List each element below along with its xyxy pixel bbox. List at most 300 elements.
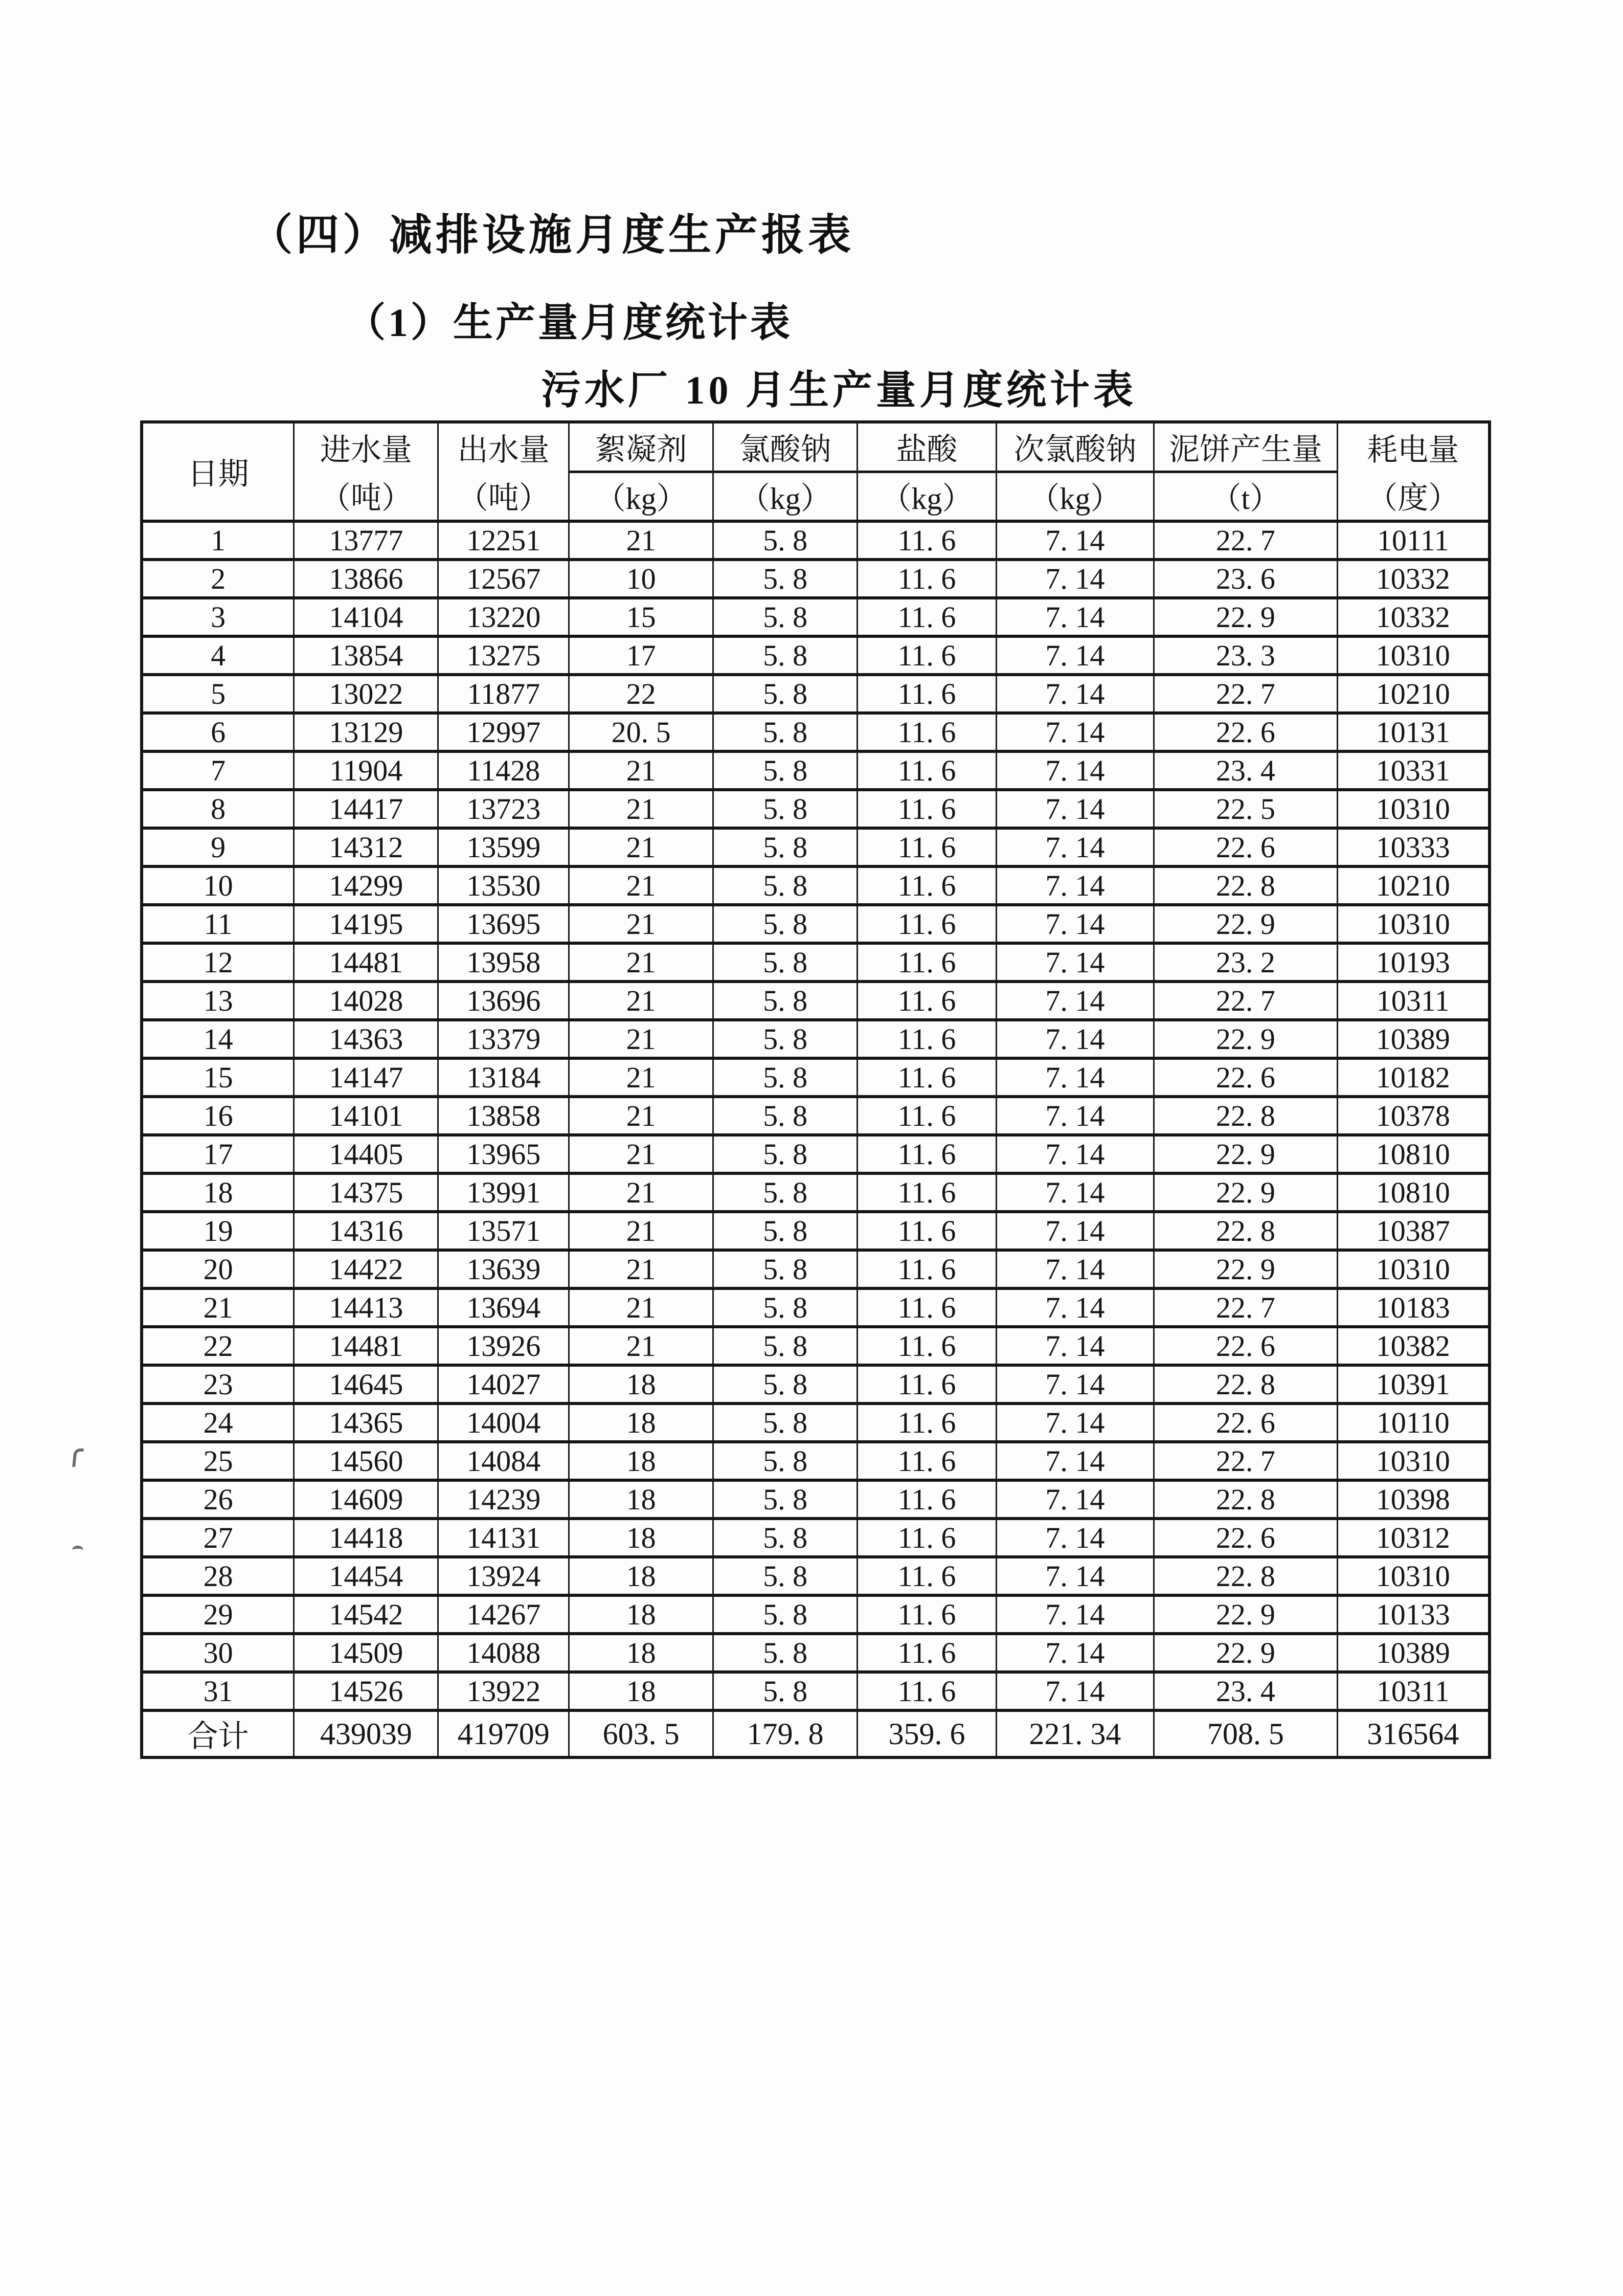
- table-row: [142, 943, 1490, 982]
- cell-hydrochloric-acid: 11. 6: [858, 521, 997, 560]
- cell-sodium-chlorate: 5. 8: [713, 828, 858, 866]
- cell-effluent: 13694: [438, 1288, 569, 1327]
- cell-hydrochloric-acid: 11. 6: [858, 713, 997, 751]
- cell-flocculant: 18: [569, 1519, 713, 1557]
- cell-flocculant: 21: [569, 1250, 713, 1288]
- total-power: 316564: [1337, 1710, 1490, 1757]
- cell-influent: 14481: [294, 943, 438, 982]
- cell-effluent: 13639: [438, 1250, 569, 1288]
- cell-effluent: 13991: [438, 1173, 569, 1212]
- cell-sodium-chlorate: 5. 8: [713, 790, 858, 828]
- table-row: [142, 1365, 1490, 1403]
- cell-power: 10210: [1337, 675, 1490, 713]
- cell-sodium-chlorate: 5. 8: [713, 1403, 858, 1442]
- table-row: [142, 1442, 1490, 1480]
- cell-hydrochloric-acid: 11. 6: [858, 1403, 997, 1442]
- cell-influent: 14195: [294, 905, 438, 943]
- cell-flocculant: 21: [569, 1212, 713, 1250]
- cell-sodium-chlorate: 5. 8: [713, 1519, 858, 1557]
- cell-date: 9: [142, 828, 294, 866]
- cell-power: 10332: [1337, 598, 1490, 636]
- table-row: [142, 1020, 1490, 1058]
- table-row: [142, 1058, 1490, 1097]
- cell-date: 17: [142, 1135, 294, 1173]
- table-row: [142, 675, 1490, 713]
- cell-effluent: 13965: [438, 1135, 569, 1173]
- table-row: [142, 1212, 1490, 1250]
- cell-sodium-hypochlorite: 7. 14: [996, 521, 1154, 560]
- cell-date: 30: [142, 1634, 294, 1672]
- cell-sodium-hypochlorite: 7. 14: [996, 1212, 1154, 1250]
- cell-power: 10310: [1337, 1557, 1490, 1595]
- cell-power: 10131: [1337, 713, 1490, 751]
- cell-effluent: 13695: [438, 905, 569, 943]
- cell-hydrochloric-acid: 11. 6: [858, 751, 997, 790]
- table-title: 污水厂 10 月生产量月度统计表: [541, 368, 1137, 412]
- cell-date: 23: [142, 1365, 294, 1403]
- header-unit: （吨）: [320, 481, 412, 515]
- cell-effluent: 14084: [438, 1442, 569, 1480]
- cell-power: 10389: [1337, 1020, 1490, 1058]
- cell-hydrochloric-acid: 11. 6: [858, 1250, 997, 1288]
- cell-sodium-hypochlorite: 7. 14: [996, 943, 1154, 982]
- cell-flocculant: 18: [569, 1365, 713, 1403]
- cell-sodium-hypochlorite: 7. 14: [996, 1442, 1154, 1480]
- production-statistics-table: [140, 420, 1491, 1759]
- cell-effluent: 12997: [438, 713, 569, 751]
- cell-effluent: 13922: [438, 1672, 569, 1710]
- cell-sodium-hypochlorite: 7. 14: [996, 1365, 1154, 1403]
- col-header-power: [1337, 422, 1490, 521]
- cell-influent: 14542: [294, 1595, 438, 1634]
- cell-power: 10312: [1337, 1519, 1490, 1557]
- cell-effluent: 11877: [438, 675, 569, 713]
- cell-sludge-cake: 22. 9: [1154, 1595, 1337, 1634]
- cell-power: 10310: [1337, 905, 1490, 943]
- cell-sodium-hypochlorite: 7. 14: [996, 675, 1154, 713]
- header-label: 盐酸: [896, 432, 958, 466]
- table-row: [142, 1557, 1490, 1595]
- cell-sludge-cake: 22. 7: [1154, 1442, 1337, 1480]
- table-row: [142, 1595, 1490, 1634]
- header-label: 絮凝剂: [595, 432, 687, 466]
- header-unit: （度）: [1367, 481, 1459, 515]
- cell-date: 5: [142, 675, 294, 713]
- cell-sludge-cake: 22. 9: [1154, 1250, 1337, 1288]
- cell-effluent: 13958: [438, 943, 569, 982]
- cell-sodium-chlorate: 5. 8: [713, 1288, 858, 1327]
- cell-influent: 14526: [294, 1672, 438, 1710]
- cell-influent: 13129: [294, 713, 438, 751]
- cell-date: 11: [142, 905, 294, 943]
- cell-sodium-chlorate: 5. 8: [713, 1365, 858, 1403]
- table-row: [142, 598, 1490, 636]
- cell-sodium-hypochlorite: 7. 14: [996, 1058, 1154, 1097]
- header-row: [142, 422, 1490, 521]
- cell-flocculant: 18: [569, 1557, 713, 1595]
- cell-date: 22: [142, 1327, 294, 1365]
- scan-artifact: [72, 1546, 83, 1554]
- cell-hydrochloric-acid: 11. 6: [858, 1135, 997, 1173]
- cell-power: 10311: [1337, 1672, 1490, 1710]
- cell-hydrochloric-acid: 11. 6: [858, 1020, 997, 1058]
- total-row: [142, 1710, 1490, 1757]
- cell-power: 10110: [1337, 1403, 1490, 1442]
- cell-date: 8: [142, 790, 294, 828]
- cell-influent: 14509: [294, 1634, 438, 1672]
- cell-date: 29: [142, 1595, 294, 1634]
- cell-power: 10398: [1337, 1480, 1490, 1519]
- cell-sodium-hypochlorite: 7. 14: [996, 1288, 1154, 1327]
- cell-date: 27: [142, 1519, 294, 1557]
- cell-flocculant: 21: [569, 751, 713, 790]
- cell-sludge-cake: 22. 8: [1154, 1557, 1337, 1595]
- cell-hydrochloric-acid: 11. 6: [858, 1442, 997, 1480]
- cell-hydrochloric-acid: 11. 6: [858, 1557, 997, 1595]
- cell-sludge-cake: 22. 8: [1154, 1480, 1337, 1519]
- cell-hydrochloric-acid: 11. 6: [858, 790, 997, 828]
- cell-flocculant: 21: [569, 866, 713, 905]
- cell-sodium-hypochlorite: 7. 14: [996, 1327, 1154, 1365]
- table-row: [142, 1327, 1490, 1365]
- cell-sludge-cake: 22. 8: [1154, 1212, 1337, 1250]
- cell-sodium-chlorate: 5. 8: [713, 866, 858, 905]
- cell-sodium-chlorate: 5. 8: [713, 751, 858, 790]
- cell-effluent: 13571: [438, 1212, 569, 1250]
- header-label: 耗电量: [1367, 433, 1459, 467]
- cell-power: 10333: [1337, 828, 1490, 866]
- cell-influent: 14422: [294, 1250, 438, 1288]
- header-label: 氯酸钠: [739, 432, 831, 466]
- cell-power: 10311: [1337, 982, 1490, 1020]
- cell-influent: 11904: [294, 751, 438, 790]
- cell-sludge-cake: 22. 9: [1154, 1020, 1337, 1058]
- cell-flocculant: 21: [569, 1020, 713, 1058]
- cell-sludge-cake: 22. 8: [1154, 1365, 1337, 1403]
- cell-hydrochloric-acid: 11. 6: [858, 1288, 997, 1327]
- cell-effluent: 11428: [438, 751, 569, 790]
- cell-date: 26: [142, 1480, 294, 1519]
- cell-effluent: 13858: [438, 1097, 569, 1135]
- cell-power: 10183: [1337, 1288, 1490, 1327]
- cell-date: 13: [142, 982, 294, 1020]
- cell-influent: 14418: [294, 1519, 438, 1557]
- cell-flocculant: 18: [569, 1442, 713, 1480]
- col-header-effluent: [438, 422, 569, 521]
- cell-power: 10193: [1337, 943, 1490, 982]
- cell-sodium-chlorate: 5. 8: [713, 1557, 858, 1595]
- cell-flocculant: 18: [569, 1403, 713, 1442]
- cell-hydrochloric-acid: 11. 6: [858, 1519, 997, 1557]
- cell-sludge-cake: 23. 4: [1154, 1672, 1337, 1710]
- table-row: [142, 1480, 1490, 1519]
- cell-sludge-cake: 22. 5: [1154, 790, 1337, 828]
- cell-flocculant: 18: [569, 1672, 713, 1710]
- cell-effluent: 14131: [438, 1519, 569, 1557]
- cell-influent: 14560: [294, 1442, 438, 1480]
- header-unit: （kg）: [570, 471, 712, 520]
- cell-effluent: 13379: [438, 1020, 569, 1058]
- cell-sodium-hypochlorite: 7. 14: [996, 866, 1154, 905]
- cell-sludge-cake: 22. 9: [1154, 905, 1337, 943]
- table-body: [142, 521, 1490, 1757]
- cell-date: 7: [142, 751, 294, 790]
- table-row: [142, 1250, 1490, 1288]
- total-sodium-hypochlorite: 221. 34: [996, 1710, 1154, 1757]
- cell-sodium-hypochlorite: 7. 14: [996, 982, 1154, 1020]
- table-row: [142, 1519, 1490, 1557]
- cell-power: 10310: [1337, 1442, 1490, 1480]
- total-sodium-chlorate: 179. 8: [713, 1710, 858, 1757]
- table-row: [142, 1097, 1490, 1135]
- cell-flocculant: 21: [569, 1058, 713, 1097]
- cell-date: 3: [142, 598, 294, 636]
- table-row: [142, 713, 1490, 751]
- cell-flocculant: 10: [569, 560, 713, 598]
- cell-sodium-chlorate: 5. 8: [713, 560, 858, 598]
- header-label: 日期: [187, 457, 249, 491]
- cell-sludge-cake: 22. 8: [1154, 1097, 1337, 1135]
- total-hydrochloric-acid: 359. 6: [858, 1710, 997, 1757]
- cell-date: 12: [142, 943, 294, 982]
- cell-effluent: 12567: [438, 560, 569, 598]
- cell-influent: 14405: [294, 1135, 438, 1173]
- cell-sodium-chlorate: 5. 8: [713, 1097, 858, 1135]
- cell-hydrochloric-acid: 11. 6: [858, 1365, 997, 1403]
- cell-sludge-cake: 22. 6: [1154, 1403, 1337, 1442]
- cell-sodium-chlorate: 5. 8: [713, 905, 858, 943]
- cell-sodium-hypochlorite: 7. 14: [996, 828, 1154, 866]
- cell-date: 31: [142, 1672, 294, 1710]
- cell-sodium-chlorate: 5. 8: [713, 1020, 858, 1058]
- cell-sludge-cake: 22. 7: [1154, 521, 1337, 560]
- cell-flocculant: 15: [569, 598, 713, 636]
- cell-sodium-hypochlorite: 7. 14: [996, 1135, 1154, 1173]
- col-header-flocculant: [569, 422, 713, 521]
- cell-effluent: 13220: [438, 598, 569, 636]
- cell-influent: 13854: [294, 636, 438, 675]
- cell-sodium-hypochlorite: 7. 14: [996, 1250, 1154, 1288]
- cell-flocculant: 21: [569, 1327, 713, 1365]
- cell-date: 19: [142, 1212, 294, 1250]
- cell-flocculant: 22: [569, 675, 713, 713]
- cell-effluent: 13530: [438, 866, 569, 905]
- table-row: [142, 1634, 1490, 1672]
- cell-hydrochloric-acid: 11. 6: [858, 943, 997, 982]
- scan-artifact: [72, 1448, 84, 1467]
- cell-hydrochloric-acid: 11. 6: [858, 636, 997, 675]
- cell-power: 10332: [1337, 560, 1490, 598]
- table-row: [142, 982, 1490, 1020]
- cell-flocculant: 21: [569, 521, 713, 560]
- cell-sodium-hypochlorite: 7. 14: [996, 1557, 1154, 1595]
- total-influent: 439039: [294, 1710, 438, 1757]
- header-unit: （kg）: [997, 471, 1153, 520]
- cell-sludge-cake: 23. 4: [1154, 751, 1337, 790]
- cell-power: 10331: [1337, 751, 1490, 790]
- header-label: 泥饼产生量: [1168, 432, 1322, 466]
- cell-sodium-hypochlorite: 7. 14: [996, 905, 1154, 943]
- cell-hydrochloric-acid: 11. 6: [858, 598, 997, 636]
- cell-hydrochloric-acid: 11. 6: [858, 1634, 997, 1672]
- cell-sodium-chlorate: 5. 8: [713, 1480, 858, 1519]
- cell-hydrochloric-acid: 11. 6: [858, 1212, 997, 1250]
- table-row: [142, 560, 1490, 598]
- table-row: [142, 751, 1490, 790]
- cell-date: 25: [142, 1442, 294, 1480]
- cell-sludge-cake: 22. 9: [1154, 1135, 1337, 1173]
- cell-date: 21: [142, 1288, 294, 1327]
- cell-effluent: 13275: [438, 636, 569, 675]
- header-label: 出水量: [457, 433, 550, 467]
- cell-sodium-chlorate: 5. 8: [713, 1058, 858, 1097]
- header-unit: （kg）: [714, 471, 856, 520]
- table-row: [142, 1403, 1490, 1442]
- cell-hydrochloric-acid: 11. 6: [858, 1097, 997, 1135]
- table-row: [142, 905, 1490, 943]
- table-row: [142, 1135, 1490, 1173]
- cell-sodium-chlorate: 5. 8: [713, 1135, 858, 1173]
- cell-influent: 14147: [294, 1058, 438, 1097]
- col-header-sodium-chlorate: [713, 422, 858, 521]
- cell-date: 28: [142, 1557, 294, 1595]
- cell-influent: 14481: [294, 1327, 438, 1365]
- cell-sludge-cake: 22. 7: [1154, 675, 1337, 713]
- header-unit: （吨）: [457, 481, 550, 515]
- cell-power: 10210: [1337, 866, 1490, 905]
- table-row: [142, 866, 1490, 905]
- cell-effluent: 13184: [438, 1058, 569, 1097]
- cell-sludge-cake: 23. 6: [1154, 560, 1337, 598]
- col-header-sodium-hypochlorite: [996, 422, 1154, 521]
- cell-power: 10810: [1337, 1135, 1490, 1173]
- cell-sodium-chlorate: 5. 8: [713, 943, 858, 982]
- cell-power: 10391: [1337, 1365, 1490, 1403]
- cell-influent: 14645: [294, 1365, 438, 1403]
- cell-sodium-hypochlorite: 7. 14: [996, 1020, 1154, 1058]
- col-header-hydrochloric-acid: [858, 422, 997, 521]
- cell-sodium-chlorate: 5. 8: [713, 1250, 858, 1288]
- cell-flocculant: 21: [569, 1173, 713, 1212]
- cell-sodium-hypochlorite: 7. 14: [996, 713, 1154, 751]
- table-row: [142, 1288, 1490, 1327]
- cell-effluent: 12251: [438, 521, 569, 560]
- cell-hydrochloric-acid: 11. 6: [858, 1672, 997, 1710]
- cell-sodium-chlorate: 5. 8: [713, 1442, 858, 1480]
- cell-hydrochloric-acid: 11. 6: [858, 982, 997, 1020]
- cell-flocculant: 21: [569, 790, 713, 828]
- cell-sludge-cake: 22. 9: [1154, 1634, 1337, 1672]
- cell-sludge-cake: 22. 6: [1154, 1327, 1337, 1365]
- cell-sodium-chlorate: 5. 8: [713, 713, 858, 751]
- cell-sludge-cake: 22. 6: [1154, 713, 1337, 751]
- cell-influent: 13022: [294, 675, 438, 713]
- cell-sodium-chlorate: 5. 8: [713, 1595, 858, 1634]
- cell-influent: 14312: [294, 828, 438, 866]
- cell-sodium-hypochlorite: 7. 14: [996, 1480, 1154, 1519]
- subsection-title: （1）生产量月度统计表: [346, 300, 793, 345]
- cell-date: 18: [142, 1173, 294, 1212]
- cell-effluent: 14239: [438, 1480, 569, 1519]
- cell-date: 10: [142, 866, 294, 905]
- cell-sludge-cake: 22. 9: [1154, 598, 1337, 636]
- cell-hydrochloric-acid: 11. 6: [858, 1327, 997, 1365]
- cell-flocculant: 18: [569, 1634, 713, 1672]
- cell-date: 24: [142, 1403, 294, 1442]
- cell-flocculant: 20. 5: [569, 713, 713, 751]
- cell-sodium-hypochlorite: 7. 14: [996, 598, 1154, 636]
- cell-flocculant: 21: [569, 1135, 713, 1173]
- cell-flocculant: 21: [569, 1288, 713, 1327]
- cell-flocculant: 21: [569, 1097, 713, 1135]
- cell-influent: 14417: [294, 790, 438, 828]
- cell-sodium-chlorate: 5. 8: [713, 1173, 858, 1212]
- cell-date: 14: [142, 1020, 294, 1058]
- total-label: 合计: [142, 1710, 294, 1757]
- cell-date: 15: [142, 1058, 294, 1097]
- cell-sodium-hypochlorite: 7. 14: [996, 1672, 1154, 1710]
- cell-sludge-cake: 23. 2: [1154, 943, 1337, 982]
- table-row: [142, 828, 1490, 866]
- cell-influent: 13777: [294, 521, 438, 560]
- cell-influent: 13866: [294, 560, 438, 598]
- cell-sludge-cake: 22. 7: [1154, 982, 1337, 1020]
- cell-sodium-chlorate: 5. 8: [713, 1327, 858, 1365]
- cell-sodium-hypochlorite: 7. 14: [996, 1403, 1154, 1442]
- cell-flocculant: 21: [569, 828, 713, 866]
- cell-power: 10387: [1337, 1212, 1490, 1250]
- header-unit: （kg）: [858, 471, 996, 520]
- cell-flocculant: 18: [569, 1480, 713, 1519]
- cell-hydrochloric-acid: 11. 6: [858, 560, 997, 598]
- cell-influent: 14028: [294, 982, 438, 1020]
- cell-hydrochloric-acid: 11. 6: [858, 1595, 997, 1634]
- cell-power: 10111: [1337, 521, 1490, 560]
- table-row: [142, 521, 1490, 560]
- cell-effluent: 14267: [438, 1595, 569, 1634]
- cell-effluent: 13723: [438, 790, 569, 828]
- col-header-influent: [294, 422, 438, 521]
- cell-effluent: 13696: [438, 982, 569, 1020]
- cell-sludge-cake: 22. 6: [1154, 1519, 1337, 1557]
- cell-effluent: 14004: [438, 1403, 569, 1442]
- cell-hydrochloric-acid: 11. 6: [858, 866, 997, 905]
- cell-power: 10378: [1337, 1097, 1490, 1135]
- cell-influent: 14609: [294, 1480, 438, 1519]
- cell-influent: 14454: [294, 1557, 438, 1595]
- total-effluent: 419709: [438, 1710, 569, 1757]
- cell-flocculant: 18: [569, 1595, 713, 1634]
- cell-hydrochloric-acid: 11. 6: [858, 675, 997, 713]
- cell-power: 10389: [1337, 1634, 1490, 1672]
- cell-date: 2: [142, 560, 294, 598]
- cell-sodium-hypochlorite: 7. 14: [996, 1519, 1154, 1557]
- cell-sludge-cake: 22. 7: [1154, 1288, 1337, 1327]
- cell-effluent: 13924: [438, 1557, 569, 1595]
- cell-sodium-hypochlorite: 7. 14: [996, 560, 1154, 598]
- cell-date: 4: [142, 636, 294, 675]
- cell-flocculant: 21: [569, 982, 713, 1020]
- cell-sodium-hypochlorite: 7. 14: [996, 1097, 1154, 1135]
- cell-sodium-hypochlorite: 7. 14: [996, 1173, 1154, 1212]
- cell-influent: 14375: [294, 1173, 438, 1212]
- cell-date: 1: [142, 521, 294, 560]
- cell-sodium-chlorate: 5. 8: [713, 598, 858, 636]
- total-sludge-cake: 708. 5: [1154, 1710, 1337, 1757]
- cell-sodium-chlorate: 5. 8: [713, 1212, 858, 1250]
- cell-influent: 14413: [294, 1288, 438, 1327]
- header-unit: （t）: [1155, 471, 1336, 520]
